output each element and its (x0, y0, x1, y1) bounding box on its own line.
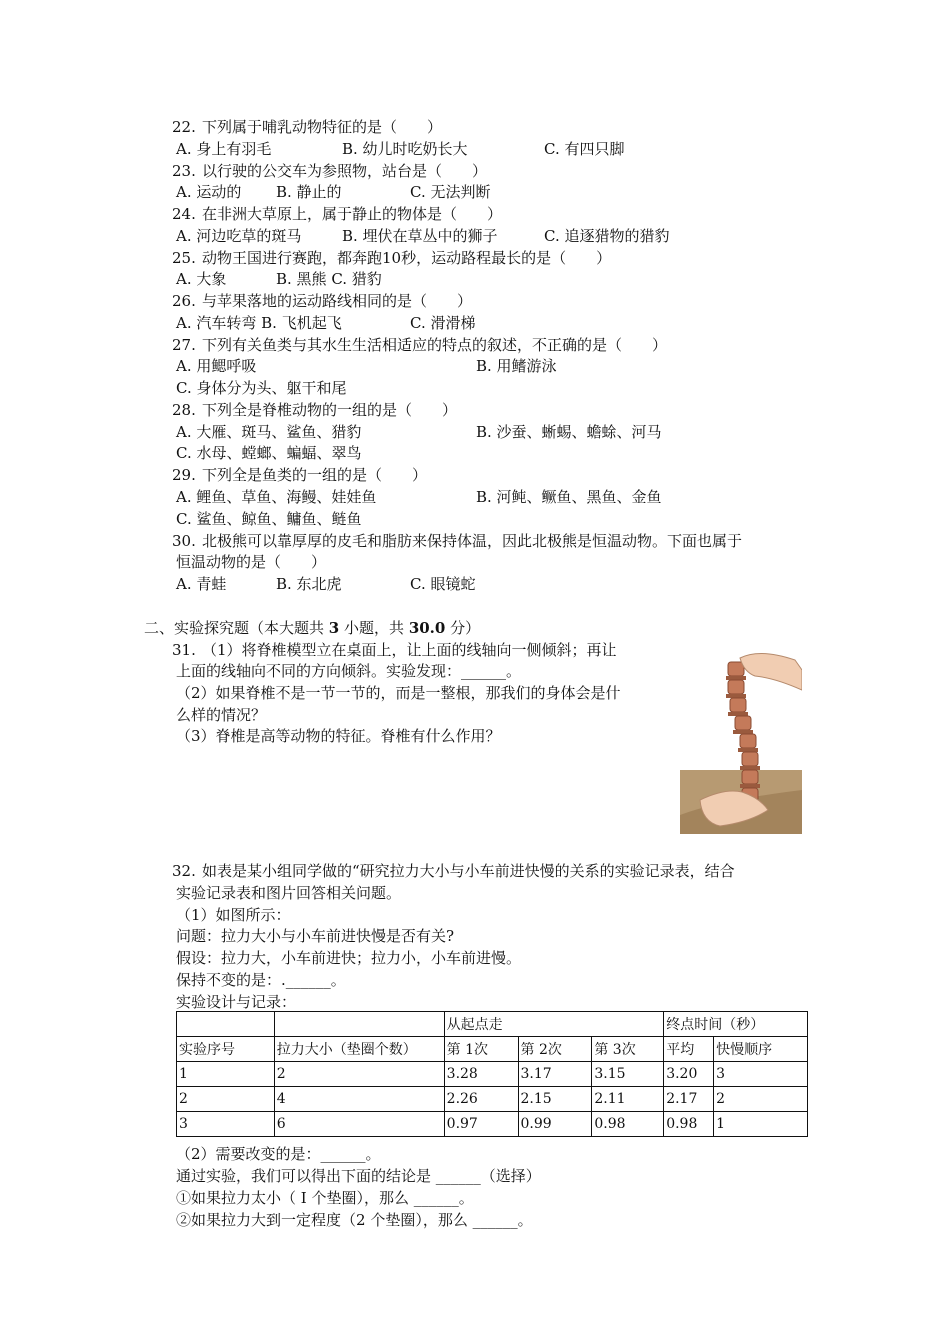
question-number: 22. (172, 118, 196, 136)
table-cell: 2.15 (518, 1087, 592, 1112)
question-line: 通过实验，我们可以得出下面的结论是 ______（选择） (176, 1167, 541, 1185)
question-line: （2）需要改变的是：______。 (176, 1145, 381, 1163)
question-line: 实验设计与记录： (176, 993, 297, 1011)
option-b: B. 幼儿时吃奶长大 (342, 140, 468, 158)
column-header: 第 2次 (518, 1037, 592, 1062)
question-number: 32. (172, 862, 196, 880)
option-c: C. 眼镜蛇 (410, 575, 476, 593)
option-a: A. 运动的 (176, 183, 242, 201)
table-group-header-row (177, 1012, 808, 1037)
question-line: ①如果拉力太小（ I 个垫圈），那么 ______。 (176, 1189, 474, 1207)
option-b: B. 静止的 (276, 183, 342, 201)
question-line: （1）如图所示： (176, 906, 291, 924)
table-row (177, 1087, 808, 1112)
question-line: ②如果拉力大到一定程度（2 个垫圈），那么 ______。 (176, 1211, 533, 1229)
table-cell: 3.28 (444, 1062, 518, 1087)
question-line: 如表是某小组同学做的“研究拉力大小与小车前进快慢的关系的实验记录表，结合 (202, 862, 735, 880)
option-a: A. 身上有羽毛 (176, 140, 272, 158)
question-number: 26. (172, 292, 196, 310)
table-cell: 2.26 (444, 1087, 518, 1112)
column-header: 第 3次 (592, 1037, 664, 1062)
question-line: （3）脊椎是高等动物的特征。脊椎有什么作用？ (176, 727, 501, 745)
question-text: 与苹果落地的运动路线相同的是（ ） (202, 292, 473, 310)
section-mid: 小题，共 (344, 619, 405, 637)
option-a: A. 大象 (176, 270, 227, 288)
question-number: 31. (172, 641, 196, 659)
table-cell: 2 (177, 1087, 275, 1112)
option-b: B. 用鳍游泳 (476, 357, 557, 375)
column-header: 快慢顺序 (714, 1037, 808, 1062)
table-cell: 2.17 (664, 1087, 714, 1112)
question-number: 27. (172, 336, 196, 354)
column-header: 平均 (664, 1037, 714, 1062)
option-a: A. 河边吃草的斑马 (176, 227, 302, 245)
question-line: 么样的情况？ (176, 706, 267, 724)
table-cell: 2 (274, 1062, 444, 1087)
option-c: C. 鲨鱼、鲸鱼、鳙鱼、鲢鱼 (176, 510, 362, 528)
question-number: 25. (172, 249, 196, 267)
option-c: C. 有四只脚 (544, 140, 625, 158)
table-cell: 1 (714, 1112, 808, 1137)
table-cell: 4 (274, 1087, 444, 1112)
section-end: 分） (450, 619, 481, 637)
question-line: （1）将脊椎模型立在桌面上，让上面的线轴向一侧倾斜；再让 (202, 641, 617, 659)
table-cell: 0.98 (592, 1112, 664, 1137)
experiment-record-table (176, 1011, 808, 1137)
table-cell: 0.98 (664, 1112, 714, 1137)
section-score: 30.0 (408, 619, 446, 637)
table-cell (274, 1012, 444, 1037)
question-number: 30. (172, 532, 196, 550)
option-b: B. 沙蚕、蜥蜴、蟾蜍、河马 (476, 423, 662, 441)
table-header-row (177, 1037, 808, 1062)
question-number: 29. (172, 466, 196, 484)
section-title: 二、实验探究题（本大题共 (144, 619, 325, 637)
table-cell: 3 (714, 1062, 808, 1087)
question-line: 假设：拉力大，小车前进快；拉力小，小车前进慢。 (176, 949, 522, 967)
question-text: 以行驶的公交车为参照物，站台是（ ） (202, 162, 488, 180)
question-text: 下列属于哺乳动物特征的是（ ） (202, 118, 443, 136)
option-c: C. 追逐猎物的猎豹 (544, 227, 670, 245)
option-b: B. 黑熊 C. 猎豹 (276, 270, 382, 288)
option-b: B. 埋伏在草丛中的狮子 (342, 227, 498, 245)
table-cell (177, 1012, 275, 1037)
question-line: 保持不变的是：.______。 (176, 971, 346, 989)
table-group-header: 终点时间（秒） (664, 1012, 808, 1037)
option-c: C. 无法判断 (410, 183, 491, 201)
column-header: 拉力大小（垫圈个数） (274, 1037, 444, 1062)
option-a: A. 汽车转弯 B. 飞机起飞 (176, 314, 342, 332)
question-number: 24. (172, 205, 196, 223)
table-row (177, 1112, 808, 1137)
table-cell: 3.20 (664, 1062, 714, 1087)
option-b: B. 河鲀、鳜鱼、黑鱼、金鱼 (476, 488, 662, 506)
question-count: 3 (328, 619, 340, 637)
table-cell: 1 (177, 1062, 275, 1087)
table-cell: 0.97 (444, 1112, 518, 1137)
question-line: （2）如果脊椎不是一节一节的，而是一整根，那我们的身体会是什 (176, 684, 621, 702)
option-a: A. 用鳃呼吸 (176, 357, 257, 375)
table-cell: 3.17 (518, 1062, 592, 1087)
question-line: 实验记录表和图片回答相关问题。 (176, 884, 402, 902)
option-c: C. 滑滑梯 (410, 314, 476, 332)
option-a: A. 青蛙 (176, 575, 227, 593)
option-a: A. 大雁、斑马、鲨鱼、猎豹 (176, 423, 362, 441)
table-row (177, 1062, 808, 1087)
column-header: 实验序号 (177, 1037, 275, 1062)
question-text: 北极熊可以靠厚厚的皮毛和脂肪来保持体温，因此北极熊是恒温动物。下面也属于 (202, 532, 743, 550)
question-text: 下列全是鱼类的一组的是（ ） (202, 466, 428, 484)
column-header: 第 1次 (444, 1037, 518, 1062)
table-cell: 3 (177, 1112, 275, 1137)
table-cell: 2 (714, 1087, 808, 1112)
table-cell: 2.11 (592, 1087, 664, 1112)
question-text: 下列全是脊椎动物的一组的是（ ） (202, 401, 458, 419)
table-cell: 3.15 (592, 1062, 664, 1087)
table-group-header: 从起点走 (444, 1012, 664, 1037)
question-number: 28. (172, 401, 196, 419)
option-c: C. 身体分为头、躯干和尾 (176, 379, 347, 397)
question-line: 问题：拉力大小与小车前进快慢是否有关? (176, 927, 455, 945)
question-number: 23. (172, 162, 196, 180)
option-b: B. 东北虎 (276, 575, 342, 593)
question-text: 下列有关鱼类与其水生生活相适应的特点的叙述，不正确的是（ ） (202, 336, 668, 354)
table-cell: 0.99 (518, 1112, 592, 1137)
question-text: 在非洲大草原上，属于静止的物体是（ ） (202, 205, 503, 223)
question-text-continued: 恒温动物的是（ ） (176, 553, 327, 571)
section-heading (144, 618, 480, 638)
table-cell: 6 (274, 1112, 444, 1137)
option-c: C. 水母、螳螂、蝙蝠、翠鸟 (176, 444, 362, 462)
question-text: 动物王国进行赛跑，都奔跑10秒，运动路程最长的是（ ） (202, 249, 612, 267)
option-a: A. 鲤鱼、草鱼、海鳗、娃娃鱼 (176, 488, 377, 506)
question-line: 上面的线轴向不同的方向倾斜。实验发现：______。 (176, 662, 522, 680)
spine-model-image (680, 650, 802, 834)
